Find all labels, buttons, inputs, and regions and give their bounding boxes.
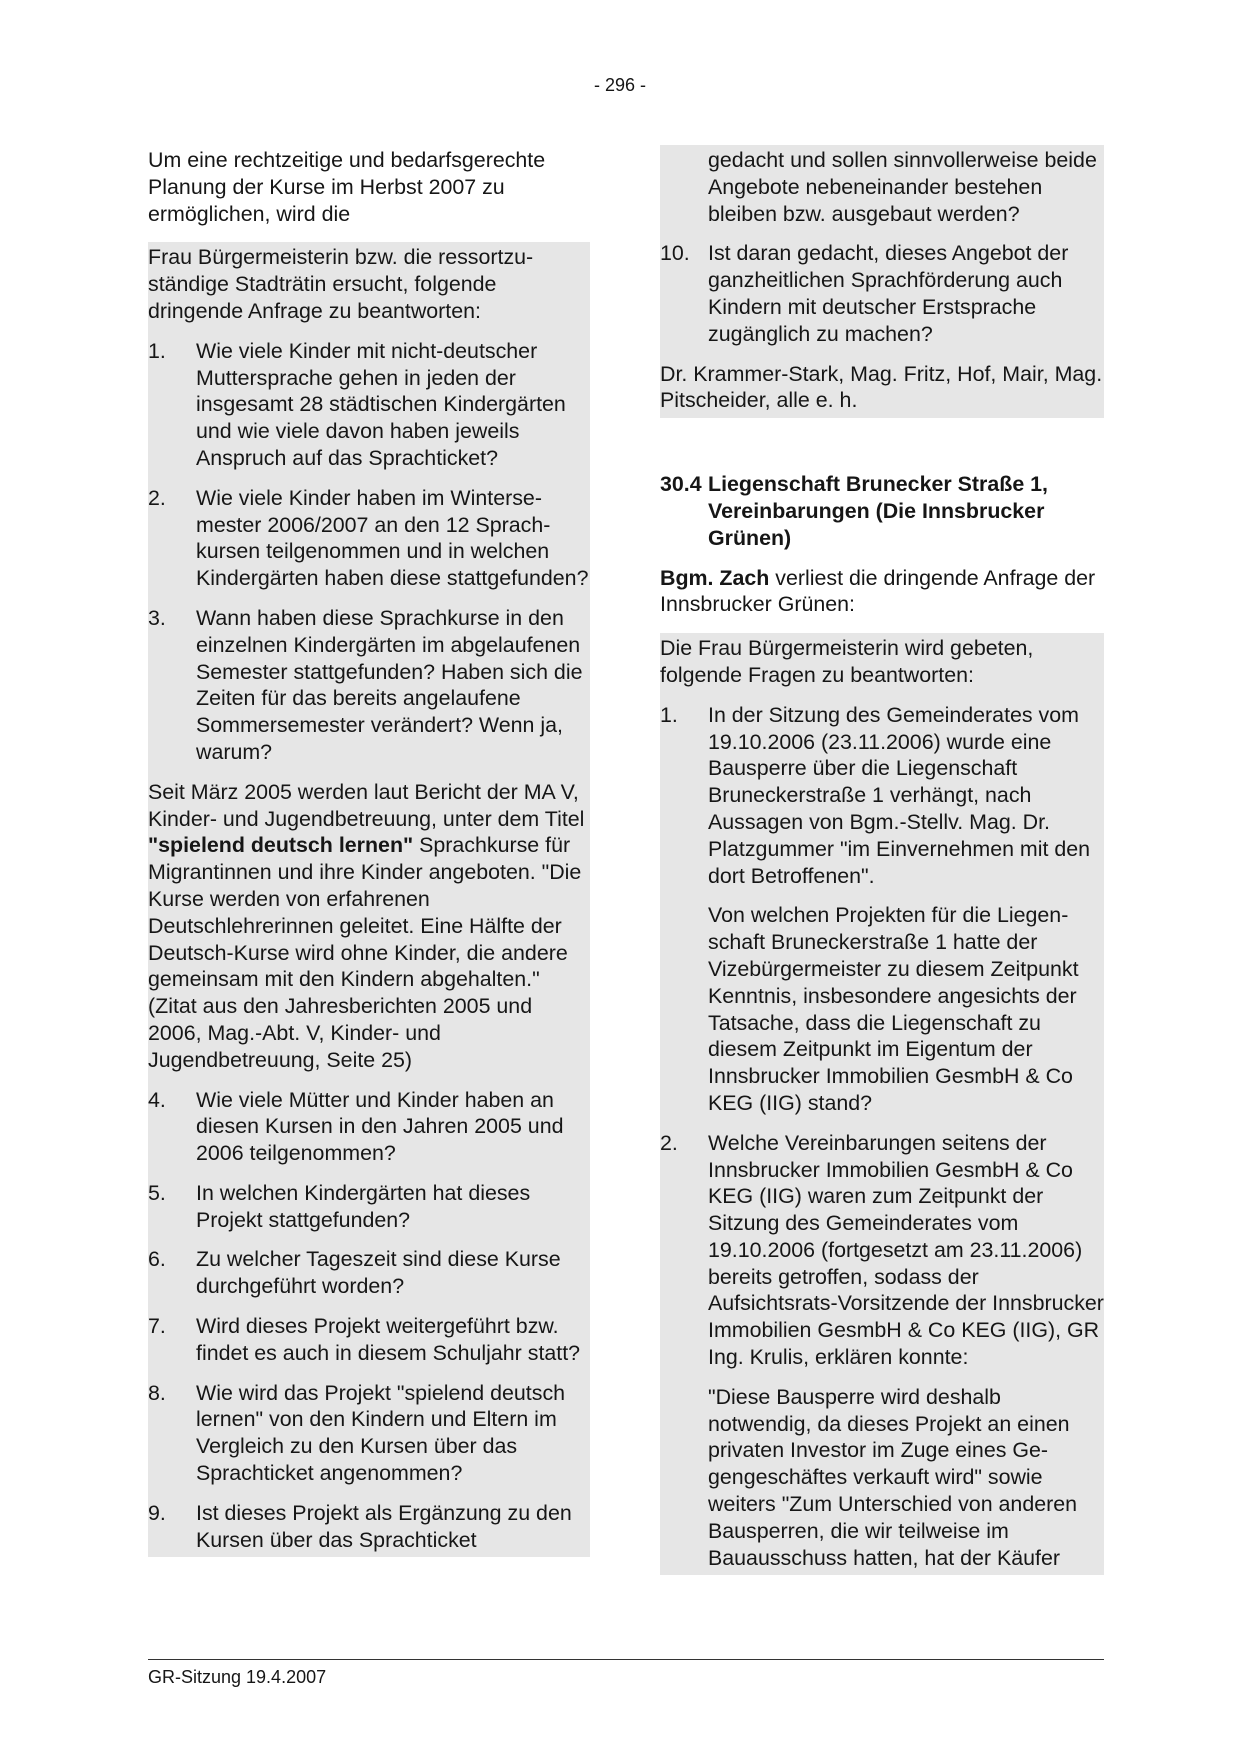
- intro-block: [148, 145, 590, 242]
- item-text: In welchen Kindergärten hat dieses Projekt stattgefunden?: [196, 1180, 531, 1232]
- list-item: [148, 1500, 590, 1554]
- list-item: [148, 1180, 590, 1234]
- item-text: Wie wird das Projekt "spielend deutsch lernen" von den Kindern und Eltern im Vergleich zu den Kursen über das Sprachticket angenommen?: [196, 1380, 566, 1486]
- footer-text: GR-Sitzung 19.4.2007: [148, 1667, 327, 1687]
- list-item: [148, 485, 590, 592]
- reader-paragraph: [660, 565, 1104, 619]
- list-item: [148, 1246, 590, 1300]
- item-number: 3.: [148, 605, 166, 630]
- item-number: 6.: [148, 1247, 166, 1272]
- item-number: 9.: [148, 1500, 166, 1525]
- signatories: Dr. Krammer-Stark, Mag. Fritz, Hof, Mair, Mag. Pitscheider, alle e. h.: [660, 361, 1103, 413]
- list-item: [148, 1087, 590, 1167]
- item-number: 1.: [148, 338, 166, 363]
- item-number: 10.: [660, 241, 690, 266]
- item-text: Wann haben diese Sprachkurse in den einzelnen Kindergärten im abgelaufenen Semester stattgefunden? Haben sich die Zeiten für das bereits angelaufene Sommersemester verändert? Wenn ja, warum?: [196, 605, 583, 764]
- report-text-pre: Seit März 2005 werden laut Bericht der MA V, Kinder- und Jugendbetreuung, unter dem Titel: [148, 779, 585, 831]
- item-number: 1.: [660, 702, 678, 727]
- item-number: 7.: [148, 1314, 166, 1339]
- report-title-bold: "spielend deutsch lernen": [148, 833, 414, 858]
- section-heading-block: [660, 469, 1104, 633]
- section-heading: [660, 471, 1104, 551]
- item-text: Wie viele Kinder haben im Wintersemester 2006/2007 an den 12 Sprachkursen teilgenommen und in welchen Kindergärten haben diese stattgefunden?: [196, 485, 589, 591]
- reader-name: Bgm. Zach: [660, 565, 770, 590]
- list-item: [148, 605, 590, 766]
- item-text: In der Sitzung des Gemeinderates vom 19.10.2006 (23.11.2006) wurde eine Bausperre über die Liegenschaft Bruneckerstraße 1 verhängt, nach Aussagen von Bgm.-Stellv. Mag. Dr. Platzgummer "im Einvernehmen mit den dort Betroffenen".: [708, 702, 1091, 888]
- item-text: Wird dieses Projekt weitergeführt bzw. findet es auch in diesem Schuljahr statt?: [196, 1314, 581, 1365]
- list-item: [148, 1380, 590, 1487]
- intro-paragraph: Um eine rechtzeitige und bedarfsgerechte Planung der Kurse im Herbst 2007 zu ermöglichen, wird die: [148, 148, 546, 226]
- list-item: [148, 1313, 590, 1367]
- request-paragraph: Frau Bürgermeisterin bzw. die ressortzuständige Stadträtin ersucht, folgende dringende Anfrage zu beantworten:: [148, 245, 534, 323]
- inquiry-block-2: [660, 633, 1104, 1575]
- list-item: [660, 1130, 1104, 1371]
- item-9-continuation: gedacht und sollen sinnvollerweise beide Angebote nebeneinander bestehen bleiben bzw. ausgebaut werden?: [708, 148, 1097, 226]
- list-item: [660, 702, 1104, 890]
- item-number: 8.: [148, 1380, 166, 1405]
- report-text-post: Sprachkurse für Migrantinnen und ihre Kinder angeboten. "Die Kurse werden von erfahrenen Deutschlehrerinnen geleitet. Eine Hälfte der Deutsch-Kurse wird ohne Kinder, die andere gemeinsam mit den Kindern abgehalten." (Zitat aus den Jahresberichten 2005 und 2006, Mag.-Abt. V, Kinder- und Jugendbetreuung, Seite 25): [148, 833, 582, 1072]
- footer-divider: [148, 1659, 1104, 1660]
- item-text: Ist dieses Projekt als Ergänzung zu den Kursen über das Sprachticket: [196, 1500, 572, 1552]
- item-number: 5.: [148, 1180, 166, 1205]
- list-item: [660, 240, 1104, 347]
- item-number: 4.: [148, 1087, 166, 1112]
- right-column: [660, 145, 1104, 1575]
- inquiry-block-right: [660, 145, 1104, 418]
- item-quote: "Diese Bausperre wird deshalb notwendig, da dieses Projekt an einen privaten Investor im Zuge eines Gegengeschäftes verkauft wird" sowie weiters "Zum Unterschied von anderen Bausperren, die wir teilweise im Bauausschuss hatten, hat der Käufer: [708, 1384, 1078, 1570]
- section-spacer: [660, 418, 1104, 469]
- inquiry-block-left: [148, 242, 590, 1557]
- item-text: Wie viele Mütter und Kinder haben an diesen Kursen in den Jahren 2005 und 2006 teilgenommen?: [196, 1087, 564, 1166]
- page-number: - 296 -: [593, 75, 647, 95]
- list-item: [148, 338, 590, 472]
- reader-text: verliest die dringende Anfrage der Innsbrucker Grünen:: [660, 565, 1096, 617]
- item-text: Wie viele Kinder mit nicht-deutscher Muttersprache gehen in jeden der insgesamt 28 städtischen Kindergärten und wie viele davon haben jeweils Anspruch auf das Sprachticket?: [196, 338, 566, 470]
- request-paragraph-2: Die Frau Bürgermeisterin wird gebeten, folgende Fragen zu beantworten:: [660, 636, 1034, 687]
- item-text: Zu welcher Tageszeit sind diese Kurse durchgeführt worden?: [196, 1247, 561, 1299]
- left-column: [148, 145, 590, 1557]
- item-number: 2.: [148, 485, 166, 510]
- section-title: Liegenschaft Brunecker Straße 1, Vereinbarungen (Die Innsbrucker Grünen): [708, 472, 1048, 550]
- item-text: Welche Vereinbarungen seitens der Innsbrucker Immobilien GesmbH & Co KEG (IIG) waren zum Zeitpunkt der Sitzung des Gemeinderates vom 19.10.2006 (fortgesetzt am 23.11.2006) bereits getroffen, sodass der Aufsichtsrats-Vorsitzende der Innsbrucker Immobilien GesmbH & Co KEG (IIG), GR Ing. Krulis, erklären konnte:: [708, 1130, 1104, 1370]
- section-number: 30.4: [660, 472, 702, 497]
- item-followup: Von welchen Projekten für die Liegenschaft Bruneckerstraße 1 hatte der Vizebürgermeister zu diesem Zeitpunkt Kenntnis, insbesondere angesichts der Tatsache, dass die Liegenschaft zu diesem Zeitpunkt im Eigentum der Innsbrucker Immobilien GesmbH & Co KEG (IIG) stand?: [708, 903, 1079, 1115]
- report-paragraph: [148, 779, 590, 1074]
- item-text: Ist daran gedacht, dieses Angebot der ganzheitlichen Sprachförderung auch Kindern mit deutscher Erstsprache zugänglich zu machen?: [708, 241, 1069, 346]
- item-number: 2.: [660, 1130, 678, 1155]
